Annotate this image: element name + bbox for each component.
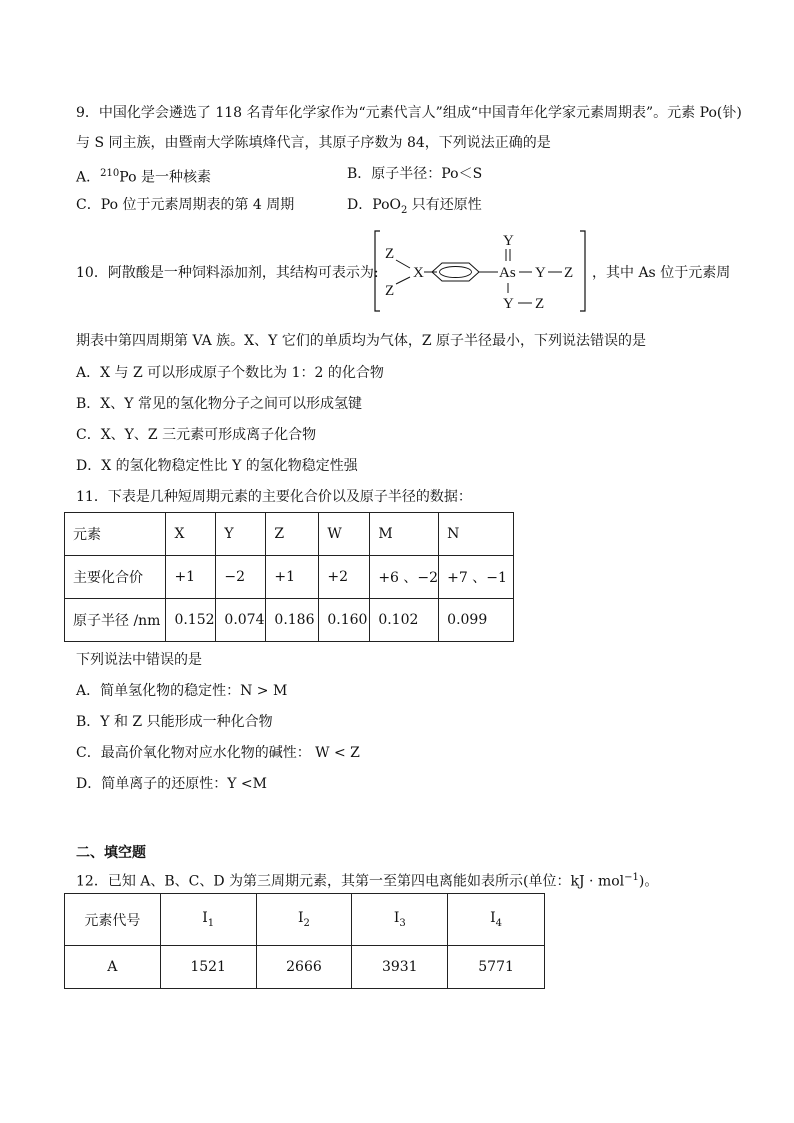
- q12-unit-exponent: −1: [624, 872, 639, 883]
- table-cell: N: [439, 513, 514, 556]
- table-cell: 0.102: [370, 599, 439, 642]
- table-cell: W: [319, 513, 370, 556]
- table-header-cell: $I_3$: [352, 894, 448, 946]
- q12-stem: [76, 869, 658, 891]
- table-row: [65, 556, 514, 599]
- atom-x: X: [413, 265, 424, 281]
- table-row: [65, 599, 514, 642]
- table-cell: Y: [216, 513, 266, 556]
- q9-option-d-text: 只有还原性: [407, 197, 482, 213]
- q12-stem-text: 12．已知 A、B、C、D 为第三周期元素，其第一至第四电离能如表所示(单位：kJ · mol: [76, 873, 625, 890]
- table-row: [65, 894, 545, 946]
- q9-option-a-mass-number: 210: [100, 168, 120, 179]
- q11-option-b[interactable]: B．Y 和 Z 只能形成一种化合物: [76, 714, 273, 730]
- benzene-inner-circle: [440, 267, 472, 278]
- table-cell: 3931: [352, 946, 448, 989]
- table-header-cell: $I_2$: [256, 894, 352, 946]
- bond-z-x-bottom: [396, 277, 410, 284]
- table-cell: +7 、−1: [439, 556, 514, 599]
- q11-option-a[interactable]: A．简单氢化物的稳定性：N > M: [76, 683, 288, 699]
- atom-y-top: Y: [503, 233, 514, 249]
- q9-stem-line1: 9．中国化学会遴选了 118 名青年化学家作为“元素代言人”组成“中国青年化学家元素周期表”。元素 Po(钋): [76, 105, 742, 121]
- atom-z-top: Z: [385, 246, 395, 262]
- table-cell: 0.186: [266, 599, 319, 642]
- table-cell: +2: [319, 556, 370, 599]
- q10-option-c[interactable]: C．X、Y、Z 三元素可形成离子化合物: [76, 427, 317, 443]
- table-cell: −2: [216, 556, 266, 599]
- table-cell: X: [166, 513, 216, 556]
- atom-z-right: Z: [564, 265, 574, 281]
- arsanilic-acid-structure: [372, 228, 588, 314]
- table-cell: 原子半径 /nm: [65, 599, 166, 642]
- table-cell: 5771: [448, 946, 545, 989]
- q10-stem-intro: 10．阿散酸是一种饲料添加剂，其结构可表示为:: [76, 265, 379, 281]
- q11-option-c[interactable]: C．最高价氧化物对应水化物的碱性： W < Z: [76, 745, 360, 761]
- q11-data-table: [64, 512, 514, 642]
- table-row: [65, 513, 514, 556]
- q10-stem-after-structure: ，其中 As 位于元素周: [592, 265, 731, 281]
- atom-y-bottom: Y: [503, 296, 514, 312]
- q11-stem-intro: 11．下表是几种短周期元素的主要化合价以及原子半径的数据：: [76, 489, 472, 505]
- left-bracket: [375, 231, 380, 311]
- q9-stem-line2: 与 S 同主族，由暨南大学陈填烽代言，其原子序数为 84，下列说法正确的是: [76, 135, 551, 151]
- benzene-ring: [432, 263, 479, 281]
- q10-stem-line2: 期表中第四周期第 VA 族。X、Y 它们的单质均为气体，Z 原子半径最小，下列说法错误的是: [76, 333, 647, 349]
- q11-option-d[interactable]: D．简单离子的还原性：Y <M: [76, 776, 267, 792]
- table-cell: 1521: [160, 946, 256, 989]
- table-header-cell: 元素代号: [65, 894, 161, 946]
- table-cell: 2666: [256, 946, 352, 989]
- table-cell: Z: [266, 513, 319, 556]
- q12-ionization-table: [64, 893, 545, 989]
- atom-z-bottom: Z: [385, 283, 395, 299]
- q9-option-a-text: Po 是一种核素: [119, 169, 211, 186]
- q9-option-a[interactable]: [76, 165, 211, 187]
- table-cell: +1: [266, 556, 319, 599]
- table-cell: +6 、−2: [370, 556, 439, 599]
- atom-z-bottom-right: Z: [535, 296, 545, 312]
- section-title: 二、填空题: [76, 845, 146, 861]
- q9-option-a-prefix: A．: [76, 169, 101, 186]
- q10-option-d[interactable]: D．X 的氢化物稳定性比 Y 的氢化物稳定性强: [76, 458, 358, 474]
- table-header-cell: $I_4$: [448, 894, 545, 946]
- table-header-cell: $I_1$: [160, 894, 256, 946]
- table-cell: 主要化合价: [65, 556, 166, 599]
- q12-stem-end: )。: [638, 873, 659, 890]
- q10-option-b[interactable]: B．X、Y 常见的氢化物分子之间可以形成氢键: [76, 396, 362, 412]
- atom-y-right: Y: [535, 265, 546, 281]
- table-cell: A: [65, 946, 161, 989]
- table-cell: 0.152: [166, 599, 216, 642]
- table-cell: 0.074: [216, 599, 266, 642]
- q9-option-c[interactable]: C．Po 位于元素周期表的第 4 周期: [76, 197, 295, 213]
- table-cell: 元素: [65, 513, 166, 556]
- bond-z-x-top: [396, 260, 410, 268]
- table-cell: +1: [166, 556, 216, 599]
- atom-as: As: [499, 265, 516, 281]
- q9-option-d-subscript: 2: [400, 204, 408, 216]
- table-row: [65, 946, 545, 989]
- q11-stem-after-table: 下列说法中错误的是: [76, 652, 202, 668]
- q9-option-d-prefix: D．PoO: [347, 197, 401, 213]
- table-cell: M: [370, 513, 439, 556]
- right-bracket: [580, 231, 585, 311]
- q9-option-d[interactable]: [347, 196, 482, 220]
- table-cell: 0.160: [319, 599, 370, 642]
- q10-option-a[interactable]: A．X 与 Z 可以形成原子个数比为 1：2 的化合物: [76, 365, 384, 381]
- table-cell: 0.099: [439, 599, 514, 642]
- q9-option-b[interactable]: B．原子半径：Po＜S: [347, 166, 483, 182]
